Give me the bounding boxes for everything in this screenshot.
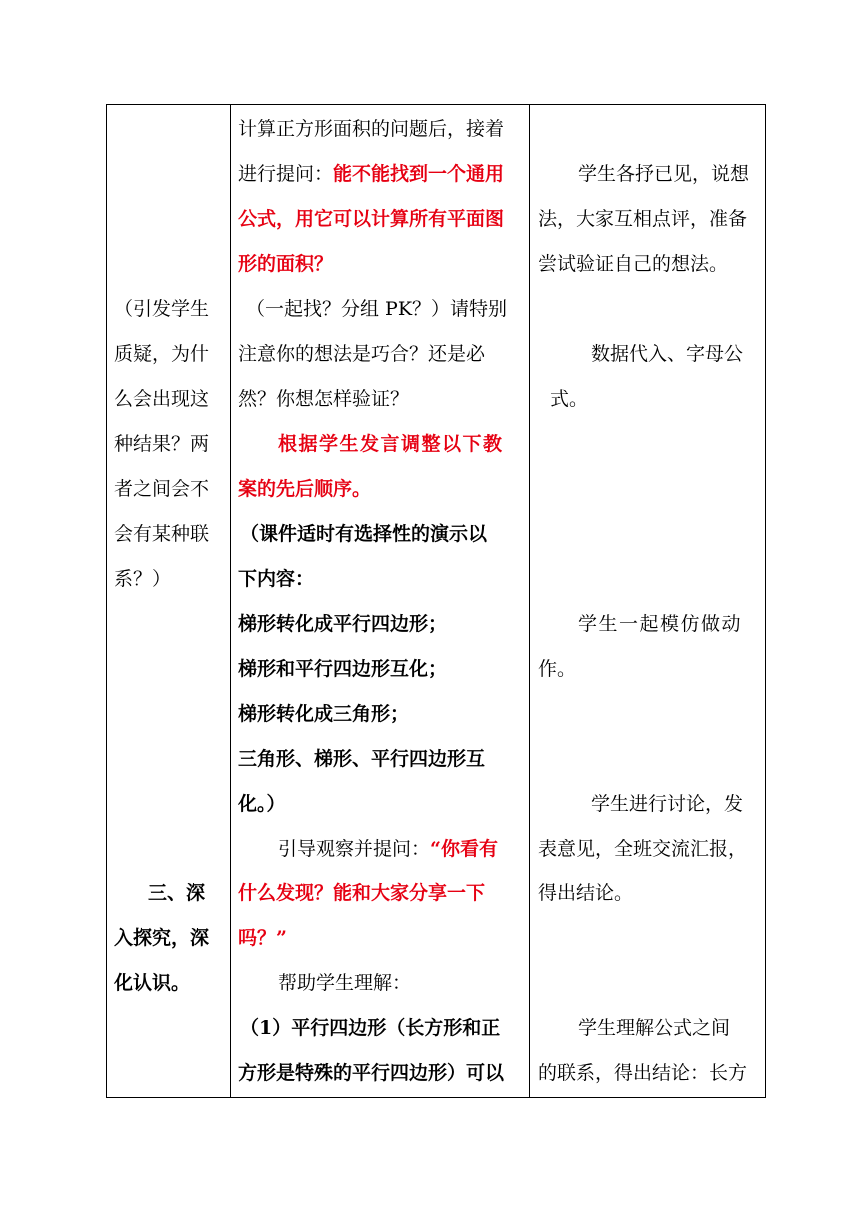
stage-title-line: 化认识。	[114, 972, 191, 994]
key-question-line: 吗？”	[238, 927, 287, 949]
note-line: 系？）	[114, 568, 172, 590]
text-line: （一起找？分组 PK？）请特别	[246, 298, 508, 320]
text-line: 的联系，得出结论：长方	[538, 1062, 748, 1084]
bold-line: （1）平行四边形（长方形和正	[240, 1017, 501, 1039]
column-divider	[529, 105, 530, 1097]
text-line: 得出结论。	[538, 882, 634, 904]
key-question: “你看有	[430, 838, 498, 860]
key-question-line: 公式，用它可以计算所有平面图	[238, 208, 505, 230]
text-line: 学生各抒已见，说想	[578, 163, 750, 185]
bold-line: 梯形转化成平行四边形；	[238, 613, 448, 635]
bold-line: 化。）	[238, 793, 286, 815]
stage-title-line: 三、深	[148, 882, 206, 904]
key-question-line: 什么发现？能和大家分享一下	[238, 882, 486, 904]
note-line: 会有某种联	[114, 523, 210, 545]
text-line: 式。	[550, 388, 589, 410]
bold-line: （课件适时有选择性的演示以	[240, 523, 488, 545]
text-line: 作。	[538, 658, 577, 680]
bold-line: 下内容：	[238, 568, 315, 590]
text-line: 学生进行讨论，发	[591, 793, 744, 815]
text-line: 然？你想怎样验证？	[238, 388, 410, 410]
text-line: 学生一起模仿做动	[578, 613, 743, 635]
text-line	[278, 837, 498, 861]
text-line	[238, 162, 504, 186]
text-line: 法，大家互相点评，准备	[538, 208, 748, 230]
note-line: 种结果？两	[114, 433, 210, 455]
column-divider	[230, 105, 231, 1097]
text-line: 帮助学生理解：	[278, 972, 412, 994]
bold-line: 三角形、梯形、平行四边形互	[238, 748, 486, 770]
bold-line: 梯形和平行四边形互化；	[238, 658, 448, 680]
bold-line: 梯形转化成三角形；	[238, 703, 410, 725]
bold-line: 方形是特殊的平行四边形）可以	[238, 1062, 505, 1084]
text-line: 注意你的想法是巧合？还是必	[238, 343, 486, 365]
text-line: 数据代入、字母公	[591, 343, 744, 365]
text-line: 表意见，全班交流汇报，	[538, 838, 748, 860]
key-question-line: 形的面积？	[238, 253, 334, 275]
note-line: 么会出现这	[114, 388, 210, 410]
note-line: 者之间会不	[114, 478, 210, 500]
note-line: 质疑，为什	[114, 343, 210, 365]
note-line: （引发学生	[114, 298, 210, 320]
key-question: 能不能找到一个通用	[333, 163, 505, 185]
instruction-line: 案的先后顺序。	[238, 478, 372, 500]
text-line: 尝试验证自己的想法。	[538, 253, 729, 275]
text-line: 计算正方形面积的问题后，接着	[238, 118, 505, 140]
text-segment: 引导观察并提问：	[278, 838, 431, 860]
instruction-line: 根据学生发言调整以下教	[278, 433, 504, 455]
text-line: 学生理解公式之间	[578, 1017, 731, 1039]
stage-title-line: 入探究，深	[114, 927, 210, 949]
text-segment: 进行提问：	[238, 163, 334, 185]
